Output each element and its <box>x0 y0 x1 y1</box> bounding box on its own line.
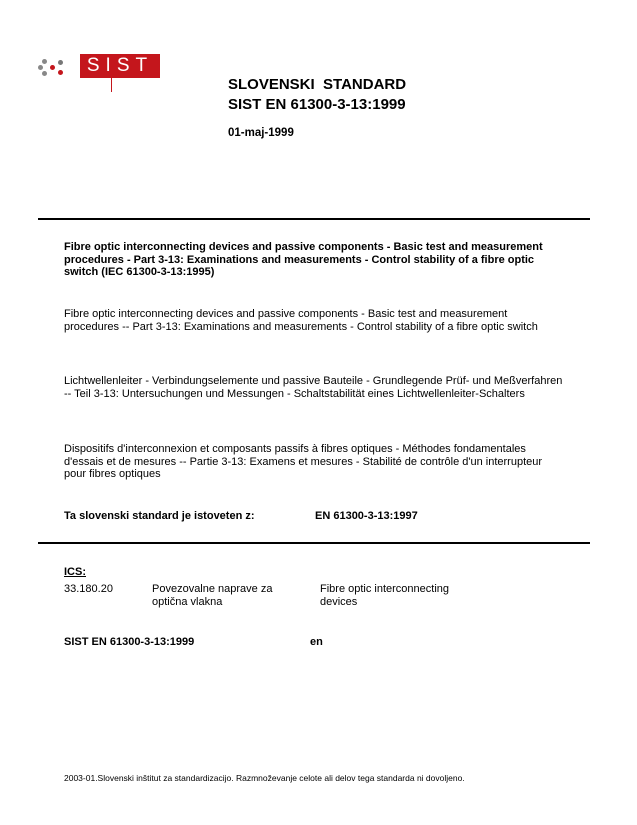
middle-rule <box>38 542 590 544</box>
title-main: Fibre optic interconnecting devices and passive components - Basic test and measurement procedures - Part 3-13: Examinations and measurements - Control stability of a fibre optic switch (IEC 61300-3-13:1995) <box>64 241 543 278</box>
standard-code: SIST EN 61300-3-13:1999 <box>228 96 406 113</box>
footer-notice: 2003-01.Slovenski inštitut za standardizacijo. Razmnoževanje celote ali delov tega standarda ni dovoljeno. <box>64 773 465 783</box>
identical-label: Ta slovenski standard je istoveten z: <box>64 510 255 522</box>
bottom-lang: en <box>310 636 323 648</box>
ics-code: 33.180.20 <box>64 583 113 595</box>
logo-divider <box>111 78 112 92</box>
ics-heading: ICS: <box>64 566 86 578</box>
title-german: Lichtwellenleiter - Verbindungselemente und passive Bauteile - Grundlegende Prüf- und Meßverfahren -- Teil 3-13: Untersuchungen und Messungen - Schaltstabilität eines Lichtwellenleiter-Schalters <box>64 375 563 400</box>
logo-dots <box>38 56 78 78</box>
ics-sl-desc: Povezovalne naprave za optična vlakna <box>152 583 273 608</box>
title-french: Dispositifs d'interconnexion et composants passifs à fibres optiques - Méthodes fondamentales d'essais et de mesures -- Partie 3-13: Examens et mesures - Stabilité de contrôle d'un interrupteur pour fibres optiques <box>64 443 543 480</box>
identical-value: EN 61300-3-13:1997 <box>315 510 418 522</box>
standard-type: SLOVENSKI STANDARD <box>228 76 407 93</box>
standard-date: 01-maj-1999 <box>228 127 294 139</box>
bottom-code: SIST EN 61300-3-13:1999 <box>64 636 195 648</box>
sist-logo: SIST <box>80 54 160 78</box>
ics-en-desc: Fibre optic interconnecting devices <box>320 583 450 608</box>
top-rule <box>38 218 590 220</box>
title-english: Fibre optic interconnecting devices and passive components - Basic test and measurement procedures -- Part 3-13: Examinations and measurements - Control stability of a fibre optic switch <box>64 308 538 333</box>
